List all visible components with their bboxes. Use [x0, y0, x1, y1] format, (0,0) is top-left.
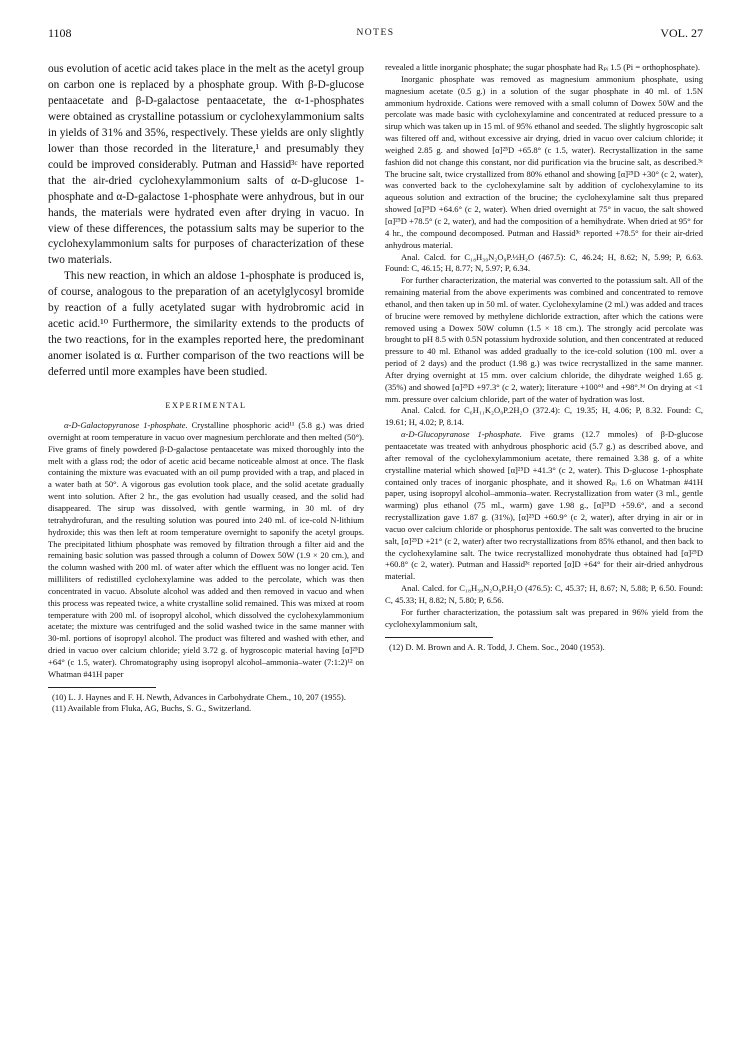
analysis-paragraph: Anal. Calcd. for C₁₈H₃₉N₂O₉P.H₂O (476.5): C, 45.37; H, 8.67; N, 5.88; P, 6.50. Found: C, 45.33; H, 8.82; N, 5.80; P, 6.56.: [385, 583, 703, 605]
experimental-paragraph: [48, 420, 364, 681]
volume-label: VOL. 27: [660, 26, 703, 40]
paragraph: revealed a little inorganic phosphate; the sugar phosphate had Rₚᵢ 1.5 (Pi = orthophosphate).: [385, 62, 700, 72]
subsection-title: α-D-Glucopyranose 1-phosphate.: [401, 429, 522, 440]
analysis-paragraph: Anal. Calcd. for C₁₈H₃₉N₂O₉P.½H₂O (467.5): C, 46.24; H, 8.62; N, 5.99; P, 6.63. Found: C, 46.15; H, 8.77; N, 5.97; P, 6.34.: [385, 251, 703, 274]
subsection-title: α-D-Galactopyranose 1-phosphate.: [64, 420, 188, 431]
paragraph: For further characterization, the material was converted to the potassium salt. All of the remaining material from the above experiments was combined and concentrated to remove ethanol, and then taken up in 50 ml. of water. Cyclohexylamine (2 ml.) was added and traces of brucine were removed by methylene dichloride extraction, after which the cations were removed using a Dowex 50W column (1.5 × 18 cm.). The strongly acid percolate was brought to pH 8.5 with 0.5N potassium hydroxide solution, and then concentrated at reduced pressure to 40 ml. Ethanol was added gradually to the ice-cold solution (100 ml. over a period of 2 days) and the product (1.98 g.) was twice recrystallized in the same manner. After drying overnight at 15 mm. over calcium chloride, the dihydrate weighed 1.65 g. (35%) and showed [α]²⁵D +97.3° (c 2, water); literature +100°¹ and +98°.³ᵈ On drying at <1 mm. pressure over calcium chloride, part of the water of hydration was lost.: [385, 275, 703, 404]
paragraph: Inorganic phosphate was removed as magnesium ammonium phosphate, using magnesium acetate (0.5 g.) in a solution of the sugar phosphate in 40 ml. of 1.5N ammonium hydroxide. Cations were removed with a small column of Dowex 50W and the percolate was made basic with cyclohexylamine and concentrated at reduced pressure to a sirup which was taken up in 15 ml. of 95% ethanol and seeded. The slightly hygroscopic salt was filtered off and, without excessive air drying, dried in vacuo over calcium chloride; it weighed 2.85 g. and showed [α]²⁵D +65.8° (c 1.5, water). Recrystallization in the same fashion did not change this constant, nor did purification via the brucine salt, as described.³ᶜ The brucine salt, twice crystallized from 80% ethanol and showing [α]²⁵D +30° (c 2, water), was converted back to the cyclohexylamine salt by addition of cyclohexylamine to its aqueous solution and extraction of the brucine; the cyclohexylamine salt thus prepared showed [α]²⁵D +64.6° (c 2, water). When dried overnight at 75° in vacuo, the salt showed [α]²⁵D +78.5° (c 2, water), and had the composition of a hemihydrate. When dried at 95° for 4 hr., the compound decomposed. Putman and Hassid³ᶜ reported +78.5° for their air-dried anhydrous material.: [385, 73, 703, 250]
body-paragraph: This new reaction, in which an aldose 1-phosphate is produced is, of course, analogous to the preparation of an acetylglycosyl bromide by reaction of a fully acetylated sugar with hydrobromic acid in acetic acid.¹⁰ Furthermore, the similarity extends to the products of the two reactions, for in the examples reported here, the predominant anomer isolated is α. Further comparison of the two reactions will be deferred until more examples have been studied.: [48, 270, 364, 379]
analysis-paragraph: Anal. Calcd. for C₆H₁₁K₂O₉P.2H₂O (372.4): C, 19.35; H, 4.06; P, 8.32. Found: C, 19.61; H, 4.02; P, 8.14.: [385, 405, 703, 428]
page-header: [48, 26, 703, 42]
footnote: (10) L. J. Haynes and F. H. Newth, Advances in Carbohydrate Chem., 10, 207 (1955).: [52, 691, 346, 702]
footnote-rule: [48, 687, 156, 688]
paragraph-text: Crystalline phosphoric acid¹¹ (5.8 g.) was dried overnight at room temperature in vacuo over magnesium perchlorate and then melted (50°). Five grams of finely powdered β-D-galactose pentaacetate was mixed thoroughly into the melt with a glass rod; the odor of acetic acid became noticeable almost at once. The flask containing the mixture was evacuated with an oil pump provided with a trap, and placed in a water bath at 50°. A vigorous gas evolution took place, and the solid acetate gradually went into solution. After 2 hr., the gas evolution had usually ceased, and the solid had disappeared. The sirup was dissolved, with gentle warming, in 30 ml. of dry tetrahydrofuran, and the resulting solution was poured into 240 ml. of ice-cold N-lithium hydroxide; this was then left at room temperature overnight to saponify the acetyl groups. The precipitated lithium phosphate was removed by filtration through a filter aid and the remaining basic solution was passed through a column of Dowex 50W (1.9 × 20 cm.), and the column washed with 200 ml. of water after which the effluent was no longer acid. Ten milliliters of redistilled cyclohexylamine was added to the percolate, which was then concentrated in vacuo. Absolute alcohol was added and then removed in vacuo and when this process was repeated twice, a white crystalline solid remained. This was mixed at room temperature with 200 ml. of isopropyl alcohol, which dissolved the cyclohexylammonium acetate; the mixture was centrifuged and the solid washed twice in the same manner with 30-ml. portions of isopropyl alcohol. The product was filtered and washed with ether, and dried in vacuo over calcium chloride; yield 3.72 g. of hygroscopic material having [α]²⁵D +64° (c 1.5, water). Chromatography using isopropyl alcohol–ammonia–water (7:1:2)¹² on Whatman #41H paper: [48, 420, 364, 679]
page-number: 1108: [48, 26, 72, 40]
section-heading: EXPERIMENTAL: [165, 401, 247, 411]
running-title: NOTES: [356, 28, 395, 38]
paragraph: [385, 429, 703, 583]
footnote: (11) Available from Fluka, AG, Buchs, S. G., Switzerland.: [52, 703, 252, 714]
right-column: [385, 62, 703, 653]
left-column: [48, 62, 364, 715]
paragraph-text: Five grams (12.7 mmoles) of β-D-glucose pentaacetate was treated with anhydrous phosphoric acid (5.7 g.) as described above, and after removal of the cyclohexylammonium acetate, there remained 3.38 g. of a white crystalline material which showed [α]²⁵D +41.3° (c 2, water). This D-glucose 1-phosphate contained only traces of inorganic phosphate, and it showed Rₚᵢ 1.6 on Whatman #41H paper, using isopropyl alcohol–ammonia–water. Recrystallization from water (3 ml., gentle warming) plus ethanol (75 ml., warm) gave 1.98 g., [α]²⁵D +59.6°, and a second recrystallization gave 1.87 g. (31%), [α]²⁵D +60.9° (c 2, water), after drying in air or in vacuo over calcium chloride or phosphorus pentoxide. The salt was converted to the brucine salt, [α]²⁵D +21° (c 2, water) after two recrystallizations from 85% ethanol, and then back to the cyclohexylamine salt. The twice recrystallized monohydrate thus obtained had [α]²⁵D +60.8° (c 2, water). Putman and Hassid³ᶜ reported [α]D +64° for their air-dried anhydrous material.: [385, 429, 703, 582]
footnote: (12) D. M. Brown and A. R. Todd, J. Chem. Soc., 2040 (1953).: [389, 641, 605, 652]
body-paragraph: ous evolution of acetic acid takes place in the melt as the acetyl group on carbon one is replaced by a phosphate group. With β-D-glucose pentaacetate and β-D-galactose pentaacetate, the α-1-phosphates were obtained as crystalline potassium or cyclohexylammonium salts in yields of 31% and 35%, respectively. These yields are only slightly lower than those recorded in the literature,¹ and presumably they could be improved considerably. Putman and Hassid³ᶜ have reported that the air-dried cyclohexylammonium salts of α-D-glucose 1-phosphate and α-D-galactose 1-phosphate were anhydrous, but in our hands, the materials were hydrated even after drying in vacuo. In view of these differences, the potassium salts may be superior to the cyclohexylammonium salts for purposes of characterization of these two materials.: [48, 63, 364, 267]
footnote-rule: [385, 637, 493, 638]
paragraph: For further characterization, the potassium salt was prepared in 96% yield from the cyclohexylammonium salt,: [385, 606, 703, 629]
